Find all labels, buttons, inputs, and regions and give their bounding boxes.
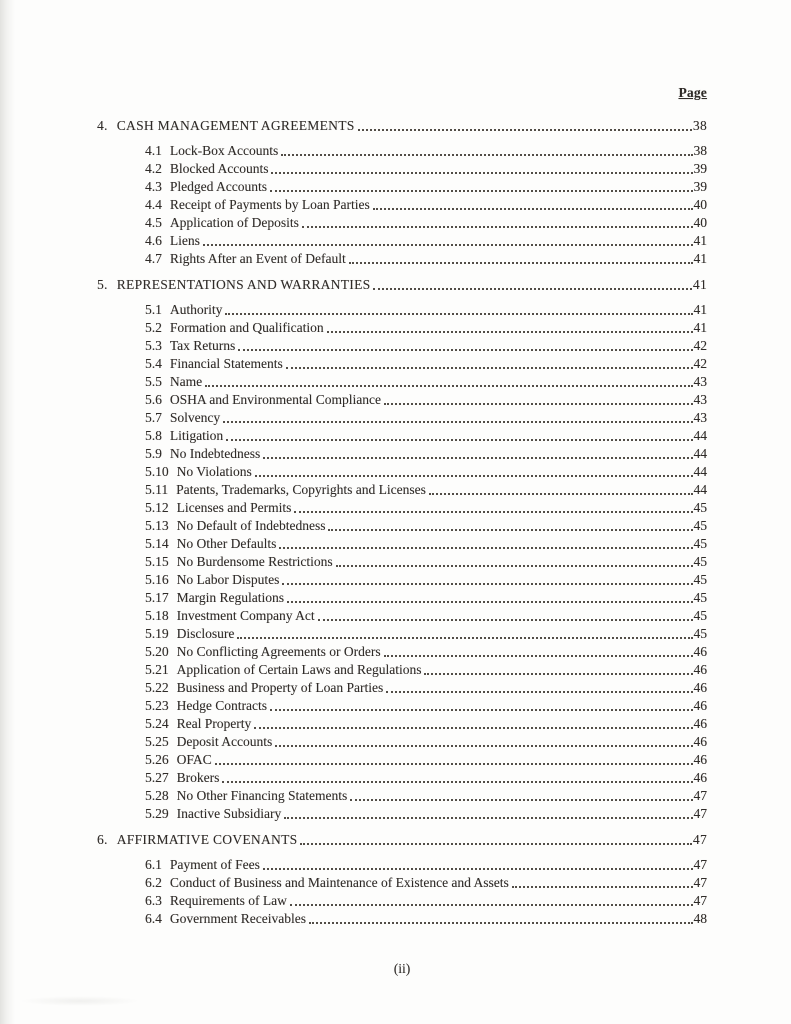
entry-title: Inactive Subsidiary bbox=[176, 806, 282, 821]
toc-item-entry bbox=[97, 142, 707, 160]
entry-number: 6.4 bbox=[145, 911, 162, 926]
toc-item-entry bbox=[97, 805, 707, 823]
toc-item-entry bbox=[97, 733, 707, 751]
entry-number: 5.2 bbox=[145, 320, 162, 335]
entry-number: 5.7 bbox=[145, 410, 162, 425]
toc-item-entry bbox=[97, 553, 707, 571]
entry-title: Litigation bbox=[169, 428, 224, 443]
toc-item-entry bbox=[97, 214, 707, 232]
entry-title: Real Property bbox=[176, 716, 252, 731]
entry-page-number: 46 bbox=[693, 680, 707, 695]
dot-leader bbox=[215, 763, 693, 765]
dot-leader bbox=[222, 781, 692, 783]
toc-item-entry bbox=[97, 178, 707, 196]
dot-leader bbox=[386, 691, 692, 693]
entry-number: 6.1 bbox=[145, 857, 162, 872]
entry-page-number: 47 bbox=[693, 893, 707, 908]
entry-number: 4.5 bbox=[145, 215, 162, 230]
entry-number: 6.3 bbox=[145, 893, 162, 908]
toc-item-entry bbox=[97, 481, 707, 499]
entry-number: 5.16 bbox=[145, 572, 169, 587]
entry-page-number: 46 bbox=[693, 662, 707, 677]
toc-item-entry bbox=[97, 589, 707, 607]
page-column-header: Page bbox=[678, 85, 707, 100]
entry-page-number: 38 bbox=[692, 118, 707, 133]
dot-leader bbox=[294, 511, 692, 513]
entry-number: 5.26 bbox=[145, 752, 169, 767]
toc-item-entry bbox=[97, 409, 707, 427]
toc-item-entry bbox=[97, 874, 707, 892]
entry-number: 4. bbox=[97, 118, 108, 133]
entry-title: Application of Certain Laws and Regulations bbox=[176, 662, 422, 677]
entry-title: No Indebtedness bbox=[169, 446, 261, 461]
entry-number: 5.15 bbox=[145, 554, 169, 569]
dot-leader bbox=[226, 439, 692, 441]
entry-title: Pledged Accounts bbox=[169, 179, 267, 194]
toc-item-entry bbox=[97, 661, 707, 679]
toc-item-entry bbox=[97, 427, 707, 445]
entry-title: Receipt of Payments by Loan Parties bbox=[169, 197, 370, 212]
entry-title: CASH MANAGEMENT AGREEMENTS bbox=[116, 118, 355, 133]
entry-title: Solvency bbox=[169, 410, 221, 425]
entry-page-number: 42 bbox=[693, 356, 707, 371]
toc-item-entry bbox=[97, 337, 707, 355]
dot-leader bbox=[327, 331, 693, 333]
entry-number: 5.8 bbox=[145, 428, 162, 443]
toc-item-entry bbox=[97, 787, 707, 805]
entry-page-number: 46 bbox=[693, 716, 707, 731]
dot-leader bbox=[328, 529, 692, 531]
entry-number: 5.28 bbox=[145, 788, 169, 803]
entry-page-number: 46 bbox=[693, 698, 707, 713]
entry-page-number: 44 bbox=[693, 428, 707, 443]
entry-number: 6. bbox=[97, 832, 108, 847]
entry-number: 5.10 bbox=[145, 464, 169, 479]
entry-title: Government Receivables bbox=[169, 911, 306, 926]
entry-title: No Default of Indebtedness bbox=[176, 518, 326, 533]
dot-leader bbox=[263, 868, 693, 870]
entry-title: Name bbox=[169, 374, 203, 389]
entry-page-number: 45 bbox=[693, 590, 707, 605]
dot-leader bbox=[225, 313, 692, 315]
toc-item-entry bbox=[97, 856, 707, 874]
entry-page-number: 38 bbox=[693, 143, 707, 158]
toc-item-entry bbox=[97, 679, 707, 697]
dot-leader bbox=[287, 601, 693, 603]
entry-title: Lock-Box Accounts bbox=[169, 143, 279, 158]
dot-leader bbox=[318, 619, 693, 621]
entry-page-number: 47 bbox=[693, 875, 707, 890]
entry-title: Margin Regulations bbox=[176, 590, 284, 605]
dot-leader bbox=[270, 190, 693, 192]
dot-leader bbox=[255, 475, 693, 477]
toc-section-entry bbox=[97, 831, 707, 849]
entry-page-number: 45 bbox=[693, 626, 707, 641]
entry-number: 5.19 bbox=[145, 626, 169, 641]
toc-item-entry bbox=[97, 196, 707, 214]
dot-leader bbox=[284, 817, 692, 819]
toc-item-entry bbox=[97, 535, 707, 553]
entry-title: Disclosure bbox=[176, 626, 235, 641]
entry-page-number: 46 bbox=[693, 644, 707, 659]
entry-page-number: 48 bbox=[693, 911, 707, 926]
page-number-footer: (ii) bbox=[393, 961, 411, 976]
entry-number: 5.11 bbox=[145, 482, 169, 497]
entry-number: 4.3 bbox=[145, 179, 162, 194]
entry-title: Authority bbox=[169, 302, 223, 317]
entry-title: Patents, Trademarks, Copyrights and Licenses bbox=[176, 482, 426, 497]
entry-title: REPRESENTATIONS AND WARRANTIES bbox=[116, 277, 371, 292]
toc-item-entry bbox=[97, 517, 707, 535]
entry-page-number: 44 bbox=[693, 464, 707, 479]
toc-item-entry bbox=[97, 910, 707, 928]
entry-title: Brokers bbox=[176, 770, 220, 785]
dot-leader bbox=[279, 547, 692, 549]
entry-number: 6.2 bbox=[145, 875, 162, 890]
entry-number: 5.12 bbox=[145, 500, 169, 515]
dot-leader bbox=[349, 262, 693, 264]
toc-item-entry bbox=[97, 625, 707, 643]
entry-page-number: 45 bbox=[693, 554, 707, 569]
entry-number: 5.13 bbox=[145, 518, 169, 533]
dot-leader bbox=[282, 583, 692, 585]
toc-item-entry bbox=[97, 373, 707, 391]
entry-number: 5.24 bbox=[145, 716, 169, 731]
entry-title: AFFIRMATIVE COVENANTS bbox=[116, 832, 298, 847]
entry-title: Liens bbox=[169, 233, 200, 248]
entry-page-number: 45 bbox=[693, 572, 707, 587]
entry-title: No Other Defaults bbox=[176, 536, 277, 551]
dot-leader bbox=[271, 172, 692, 174]
entry-page-number: 43 bbox=[693, 374, 707, 389]
scan-shadow-left-edge bbox=[0, 0, 15, 1024]
entry-page-number: 47 bbox=[692, 832, 707, 847]
dot-leader bbox=[290, 904, 693, 906]
toc-item-entry bbox=[97, 607, 707, 625]
dot-leader bbox=[424, 673, 692, 675]
entry-title: Application of Deposits bbox=[169, 215, 299, 230]
entry-title: No Violations bbox=[176, 464, 252, 479]
entry-number: 5.21 bbox=[145, 662, 169, 677]
entry-number: 5.22 bbox=[145, 680, 169, 695]
dot-leader bbox=[300, 843, 691, 845]
toc-item-entry bbox=[97, 769, 707, 787]
entry-page-number: 45 bbox=[693, 608, 707, 623]
entry-number: 5.14 bbox=[145, 536, 169, 551]
entry-page-number: 41 bbox=[692, 277, 707, 292]
entry-number: 4.1 bbox=[145, 143, 162, 158]
entry-title: Licenses and Permits bbox=[176, 500, 292, 515]
entry-title: Financial Statements bbox=[169, 356, 283, 371]
entry-page-number: 45 bbox=[693, 536, 707, 551]
entry-title: Investment Company Act bbox=[176, 608, 315, 623]
entry-number: 5.25 bbox=[145, 734, 169, 749]
entry-page-number: 42 bbox=[693, 338, 707, 353]
entry-title: Payment of Fees bbox=[169, 857, 260, 872]
toc-section-entry bbox=[97, 276, 707, 294]
entry-page-number: 46 bbox=[693, 734, 707, 749]
entry-title: OSHA and Environmental Compliance bbox=[169, 392, 381, 407]
entry-title: Blocked Accounts bbox=[169, 161, 269, 176]
toc-item-entry bbox=[97, 751, 707, 769]
toc-item-entry bbox=[97, 391, 707, 409]
dot-leader bbox=[286, 367, 693, 369]
entry-title: No Other Financing Statements bbox=[176, 788, 348, 803]
entry-number: 4.7 bbox=[145, 251, 162, 266]
dot-leader bbox=[254, 727, 692, 729]
entry-number: 4.4 bbox=[145, 197, 162, 212]
document-page bbox=[97, 84, 707, 978]
entry-number: 5.4 bbox=[145, 356, 162, 371]
toc-item-entry bbox=[97, 697, 707, 715]
entry-title: No Conflicting Agreements or Orders bbox=[176, 644, 381, 659]
entry-page-number: 41 bbox=[693, 233, 707, 248]
entry-number: 5.5 bbox=[145, 374, 162, 389]
entry-title: Business and Property of Loan Parties bbox=[176, 680, 384, 695]
entry-page-number: 43 bbox=[693, 410, 707, 425]
scan-smudge bbox=[20, 996, 140, 1006]
dot-leader bbox=[373, 288, 691, 290]
dot-leader bbox=[358, 129, 692, 131]
dot-leader bbox=[223, 421, 692, 423]
entry-page-number: 44 bbox=[693, 482, 707, 497]
dot-leader bbox=[237, 637, 692, 639]
dot-leader bbox=[263, 457, 692, 459]
dot-leader bbox=[336, 565, 693, 567]
dot-leader bbox=[203, 244, 693, 246]
toc-item-entry bbox=[97, 355, 707, 373]
toc-item-entry bbox=[97, 463, 707, 481]
entry-page-number: 40 bbox=[693, 197, 707, 212]
entry-title: Rights After an Event of Default bbox=[169, 251, 346, 266]
toc-item-entry bbox=[97, 715, 707, 733]
entry-title: No Labor Disputes bbox=[176, 572, 280, 587]
toc-item-entry bbox=[97, 892, 707, 910]
toc-item-entry bbox=[97, 445, 707, 463]
entry-page-number: 39 bbox=[693, 179, 707, 194]
entry-page-number: 45 bbox=[693, 518, 707, 533]
toc-item-entry bbox=[97, 301, 707, 319]
entry-title: Tax Returns bbox=[169, 338, 236, 353]
dot-leader bbox=[309, 922, 693, 924]
entry-page-number: 46 bbox=[693, 752, 707, 767]
entry-page-number: 39 bbox=[693, 161, 707, 176]
entry-number: 5.6 bbox=[145, 392, 162, 407]
toc-section-entry bbox=[97, 117, 707, 135]
entry-number: 5.23 bbox=[145, 698, 169, 713]
entry-number: 5.3 bbox=[145, 338, 162, 353]
dot-leader bbox=[350, 799, 692, 801]
toc-item-entry bbox=[97, 643, 707, 661]
entry-page-number: 47 bbox=[693, 806, 707, 821]
entry-title: Deposit Accounts bbox=[176, 734, 273, 749]
toc-item-entry bbox=[97, 160, 707, 178]
entry-number: 4.6 bbox=[145, 233, 162, 248]
table-of-contents bbox=[97, 117, 707, 928]
entry-page-number: 43 bbox=[693, 392, 707, 407]
dot-leader bbox=[275, 745, 692, 747]
dot-leader bbox=[302, 226, 693, 228]
entry-title: Formation and Qualification bbox=[169, 320, 324, 335]
entry-page-number: 44 bbox=[693, 446, 707, 461]
entry-number: 5. bbox=[97, 277, 108, 292]
dot-leader bbox=[205, 385, 692, 387]
entry-title: Conduct of Business and Maintenance of Existence and Assets bbox=[169, 875, 509, 890]
entry-page-number: 41 bbox=[693, 251, 707, 266]
dot-leader bbox=[384, 403, 693, 405]
entry-page-number: 45 bbox=[693, 500, 707, 515]
entry-title: Requirements of Law bbox=[169, 893, 287, 908]
dot-leader bbox=[429, 493, 693, 495]
entry-page-number: 47 bbox=[693, 857, 707, 872]
entry-page-number: 41 bbox=[693, 302, 707, 317]
dot-leader bbox=[270, 709, 693, 711]
entry-number: 5.17 bbox=[145, 590, 169, 605]
toc-item-entry bbox=[97, 232, 707, 250]
dot-leader bbox=[373, 208, 693, 210]
dot-leader bbox=[512, 886, 693, 888]
toc-item-entry bbox=[97, 250, 707, 268]
entry-page-number: 40 bbox=[693, 215, 707, 230]
entry-title: Hedge Contracts bbox=[176, 698, 267, 713]
entry-number: 5.20 bbox=[145, 644, 169, 659]
entry-title: No Burdensome Restrictions bbox=[176, 554, 333, 569]
entry-title: OFAC bbox=[176, 752, 212, 767]
dot-leader bbox=[384, 655, 693, 657]
toc-item-entry bbox=[97, 319, 707, 337]
entry-number: 5.9 bbox=[145, 446, 162, 461]
entry-page-number: 47 bbox=[693, 788, 707, 803]
entry-number: 5.1 bbox=[145, 302, 162, 317]
dot-leader bbox=[238, 349, 692, 351]
entry-number: 5.27 bbox=[145, 770, 169, 785]
entry-number: 4.2 bbox=[145, 161, 162, 176]
entry-page-number: 41 bbox=[693, 320, 707, 335]
entry-number: 5.29 bbox=[145, 806, 169, 821]
toc-item-entry bbox=[97, 499, 707, 517]
entry-page-number: 46 bbox=[693, 770, 707, 785]
dot-leader bbox=[281, 154, 692, 156]
toc-item-entry bbox=[97, 571, 707, 589]
entry-number: 5.18 bbox=[145, 608, 169, 623]
